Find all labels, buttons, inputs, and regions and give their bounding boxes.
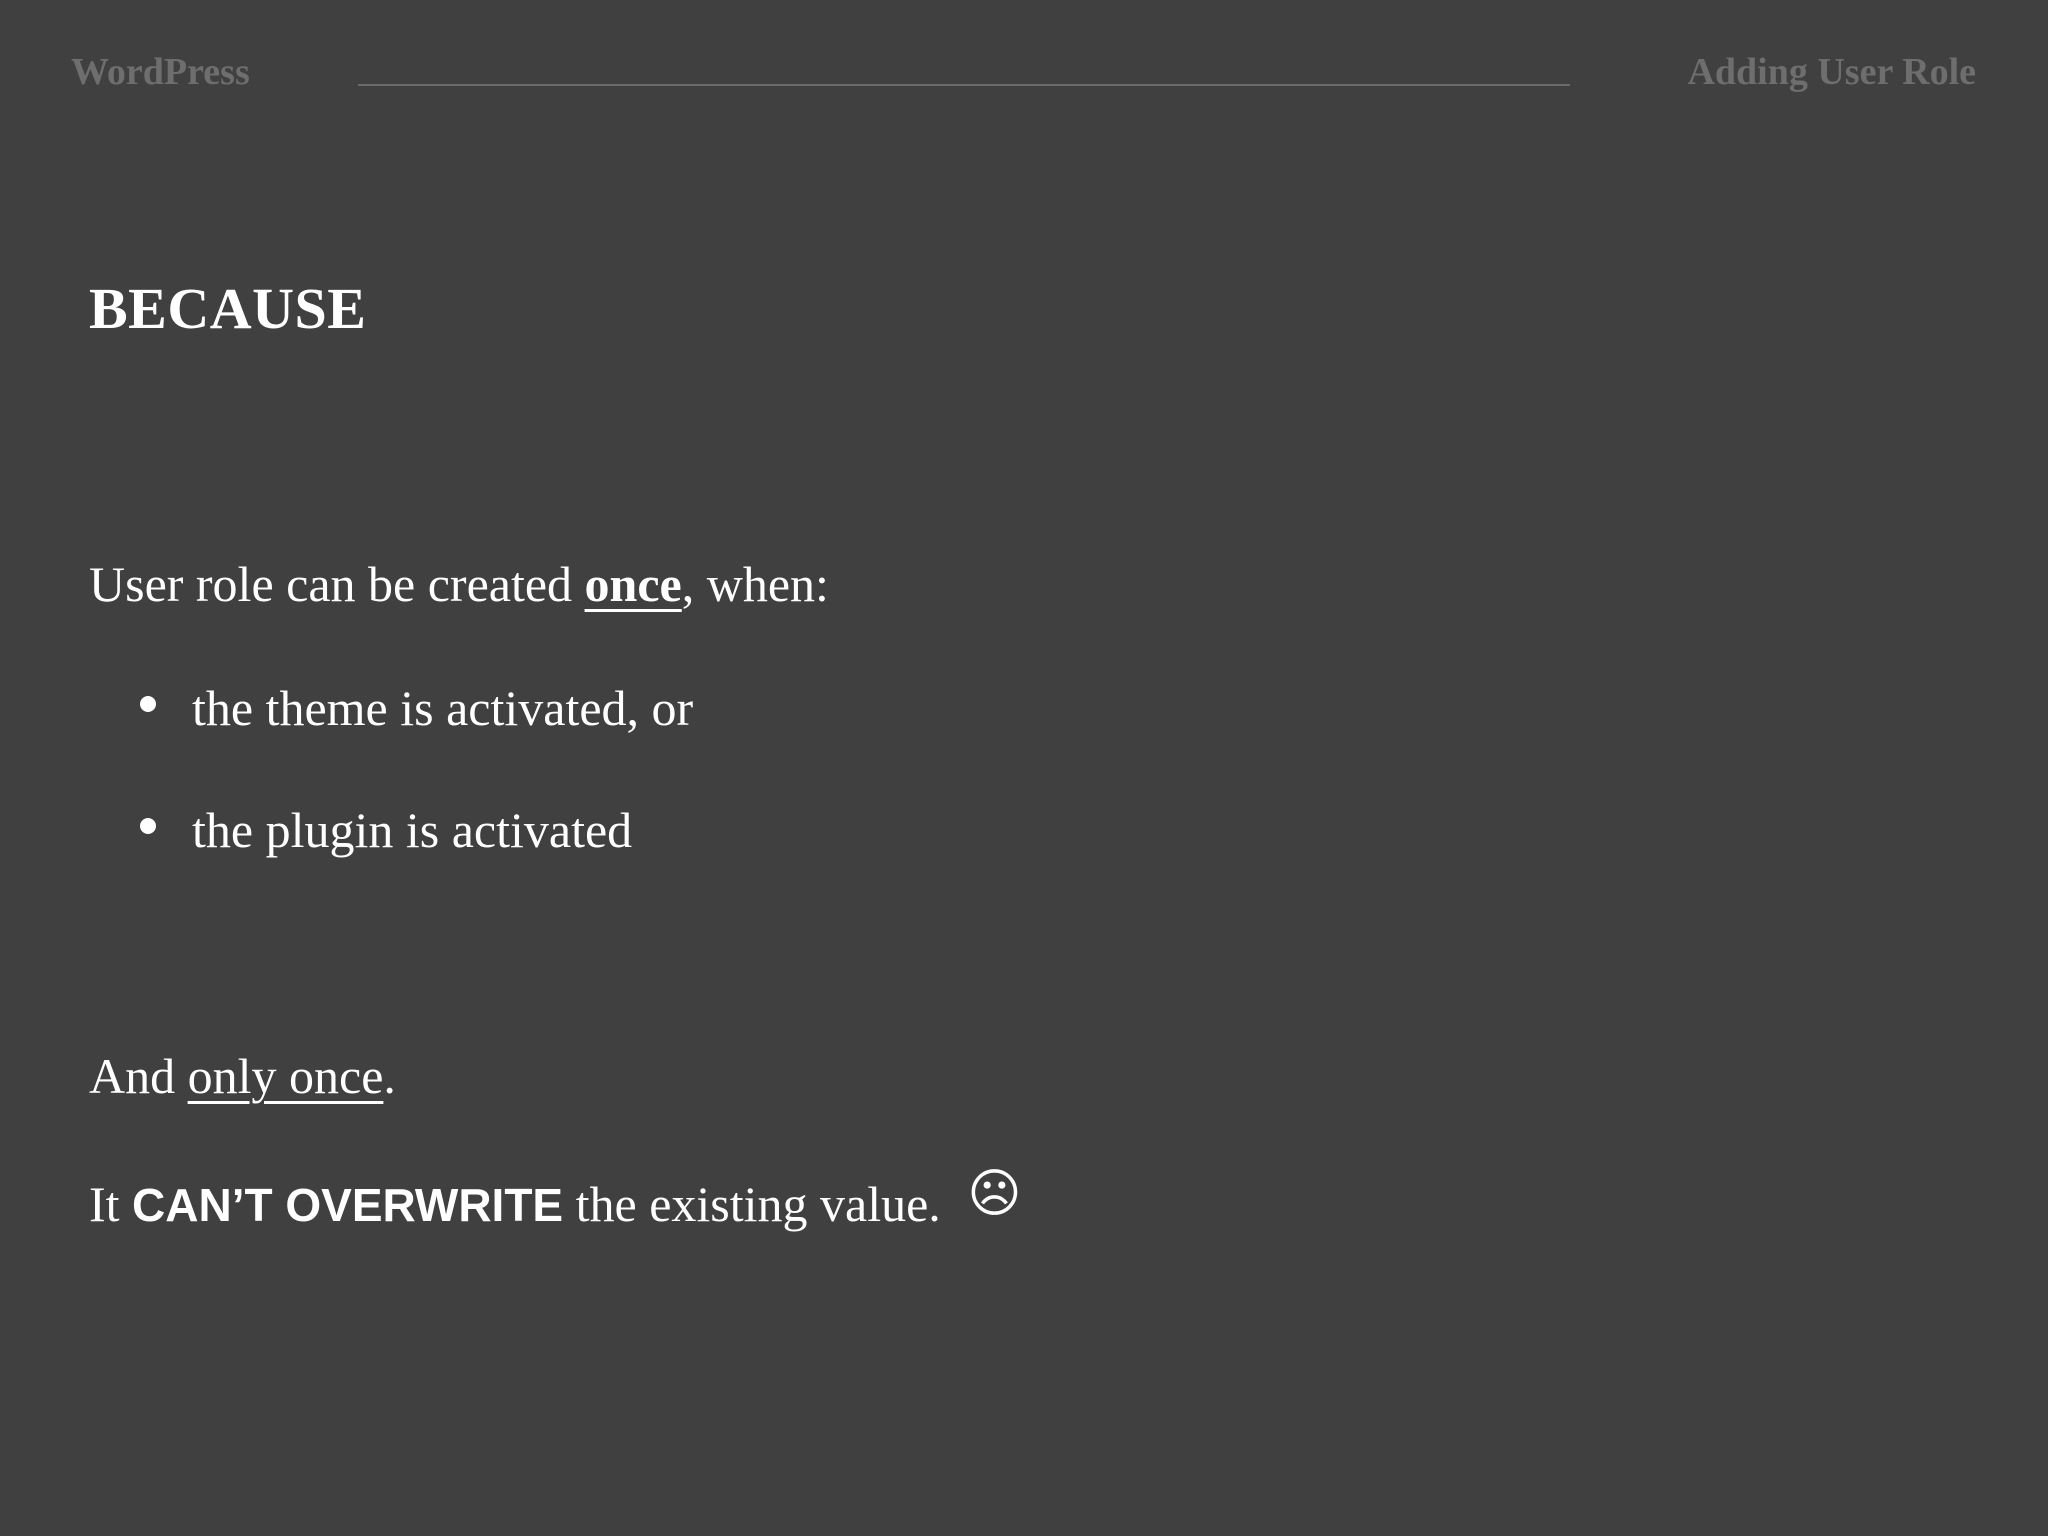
bullet-dot-icon bbox=[140, 818, 156, 834]
overwrite-after: the existing value. bbox=[563, 1176, 954, 1232]
list-item-text: the theme is activated, or bbox=[192, 680, 694, 736]
sad-face-icon: ☹ bbox=[967, 1164, 1022, 1224]
only-once-before: And bbox=[89, 1048, 188, 1104]
only-once-emphasis: only once bbox=[187, 1048, 384, 1104]
intro-emphasis: once bbox=[584, 556, 682, 612]
intro-line bbox=[89, 554, 829, 614]
only-once-after: . bbox=[383, 1048, 396, 1104]
slide-section-label: Adding User Role bbox=[1687, 51, 1976, 93]
overwrite-line bbox=[89, 1164, 1022, 1235]
list-item bbox=[140, 678, 693, 738]
bullet-dot-icon bbox=[140, 696, 156, 712]
overwrite-before: It bbox=[89, 1176, 133, 1232]
only-once-line bbox=[89, 1046, 396, 1106]
header-divider bbox=[358, 84, 1570, 86]
list-item-text: the plugin is activated bbox=[192, 802, 633, 858]
list-item bbox=[140, 800, 632, 860]
slide-title: BECAUSE bbox=[89, 276, 367, 341]
intro-text-before: User role can be created bbox=[89, 556, 585, 612]
intro-text-after: , when: bbox=[681, 556, 829, 612]
overwrite-emphasis: CAN’T OVERWRITE bbox=[132, 1179, 564, 1231]
presentation-label: WordPress bbox=[71, 51, 250, 93]
